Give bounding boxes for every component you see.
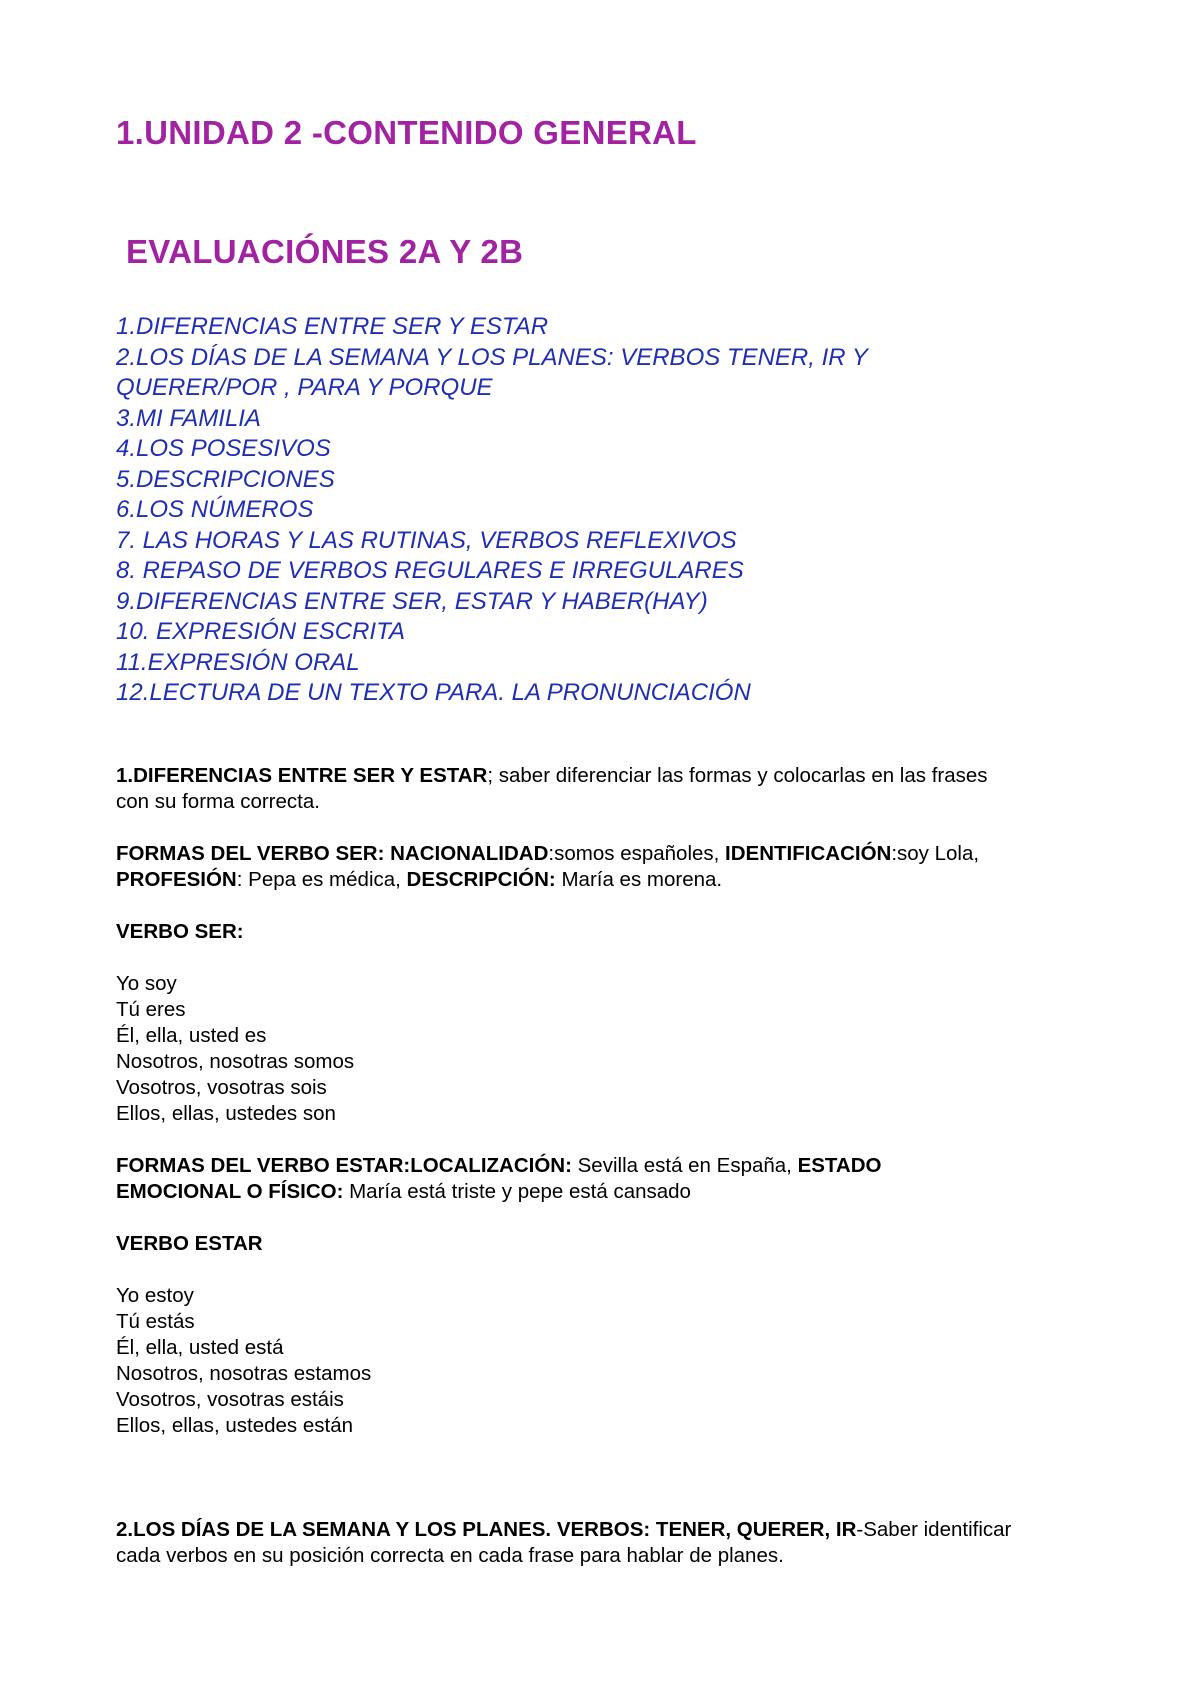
conjugation-line: Yo soy [116,972,177,995]
conjugation-line: Él, ella, usted está [116,1336,284,1359]
toc-item: 9.DIFERENCIAS ENTRE SER, ESTAR Y HABER(HAY) [116,587,708,615]
section-2-intro [116,1517,1116,1543]
toc-item: 4.LOS POSESIVOS [116,435,331,462]
ser-forms-keyword: IDENTIFICACIÓN [725,842,892,865]
section-1-text: ; saber diferenciar las formas y colocarlas en las frases [487,764,988,787]
section-1-text-cont: con su forma correcta. [116,790,320,813]
conjugation-line: Vosotros, vosotras estáis [116,1388,344,1411]
estar-forms-line-1 [116,1153,1116,1179]
toc-item: 7. LAS HORAS Y LAS RUTINAS, VERBOS REFLEXIVOS [116,526,737,554]
toc-item: 10. EXPRESIÓN ESCRITA [116,618,405,645]
section-1-intro [116,763,1116,789]
ser-forms-line-1 [116,841,1116,867]
estar-forms-keyword: EMOCIONAL O FÍSICO: [116,1180,344,1203]
ser-forms-text: María es morena. [555,868,723,891]
document-title: 1.UNIDAD 2 -CONTENIDO GENERAL [116,114,697,151]
document-subtitle: EVALUACIÓNES 2A Y 2B [126,233,524,270]
ser-forms-keyword: PROFESIÓN [116,868,237,891]
section-2-text: -Saber identificar [856,1518,1012,1541]
table-of-contents [116,312,868,709]
section-1-heading: 1.DIFERENCIAS ENTRE SER Y ESTAR [116,764,488,787]
estar-forms-text: Sevilla está en España, [571,1154,798,1177]
toc-item: 3.MI FAMILIA [116,404,261,432]
conjugation-line: Ellos, ellas, ustedes son [116,1102,336,1125]
toc-item: 11.EXPRESIÓN ORAL [116,648,360,676]
ser-forms-keyword: DESCRIPCIÓN: [406,868,556,891]
ser-verb-heading-text: VERBO SER: [116,920,244,943]
estar-forms-label: FORMAS DEL VERBO ESTAR:LOCALIZACIÓN: [116,1154,572,1177]
estar-forms-keyword: ESTADO [797,1154,882,1177]
estar-verb-heading-text: VERBO ESTAR [116,1232,263,1255]
conjugation-line: Nosotros, nosotras somos [116,1050,355,1073]
toc-item: 1.DIFERENCIAS ENTRE SER Y ESTAR [116,313,549,340]
conjugation-line: Ellos, ellas, ustedes están [116,1414,354,1437]
conjugation-line: Tú eres [116,998,186,1021]
conjugation-line: Vosotros, vosotras sois [116,1076,327,1099]
conjugation-line: Nosotros, nosotras estamos [116,1362,372,1385]
ser-forms-text: :soy Lola, [891,842,980,865]
ser-forms-line-2 [116,867,1116,893]
ser-forms-label: FORMAS DEL VERBO SER: NACIONALIDAD [116,842,549,865]
toc-item: 8. REPASO DE VERBOS REGULARES E IRREGULARES [116,557,744,584]
ser-verb-heading [116,919,1116,945]
toc-item: 2.LOS DÍAS DE LA SEMANA Y LOS PLANES: VERBOS TENER, IR Y [116,343,868,371]
toc-item: 6.LOS NÚMEROS [116,496,314,523]
ser-forms-text: : Pepa es médica, [236,868,407,891]
conjugation-line: Tú estás [116,1310,195,1333]
estar-verb-heading [116,1231,1116,1257]
toc-item: 5.DESCRIPCIONES [116,465,335,493]
toc-item: QUERER/POR , PARA Y PORQUE [116,374,493,401]
estar-forms-line-2 [116,1179,1116,1205]
section-2-text-cont: cada verbos en su posición correcta en cada frase para hablar de planes. [116,1544,784,1567]
conjugation-line: Él, ella, usted es [116,1024,267,1047]
ser-forms-text: :somos españoles, [548,842,726,865]
section-2-heading: 2.LOS DÍAS DE LA SEMANA Y LOS PLANES. VERBOS: TENER, QUERER, IR [116,1518,857,1541]
estar-forms-text: María está triste y pepe está cansado [343,1180,691,1203]
conjugation-line: Yo estoy [116,1284,194,1307]
document-body [116,763,1116,1569]
toc-item: 12.LECTURA DE UN TEXTO PARA. LA PRONUNCIACIÓN [116,679,751,706]
